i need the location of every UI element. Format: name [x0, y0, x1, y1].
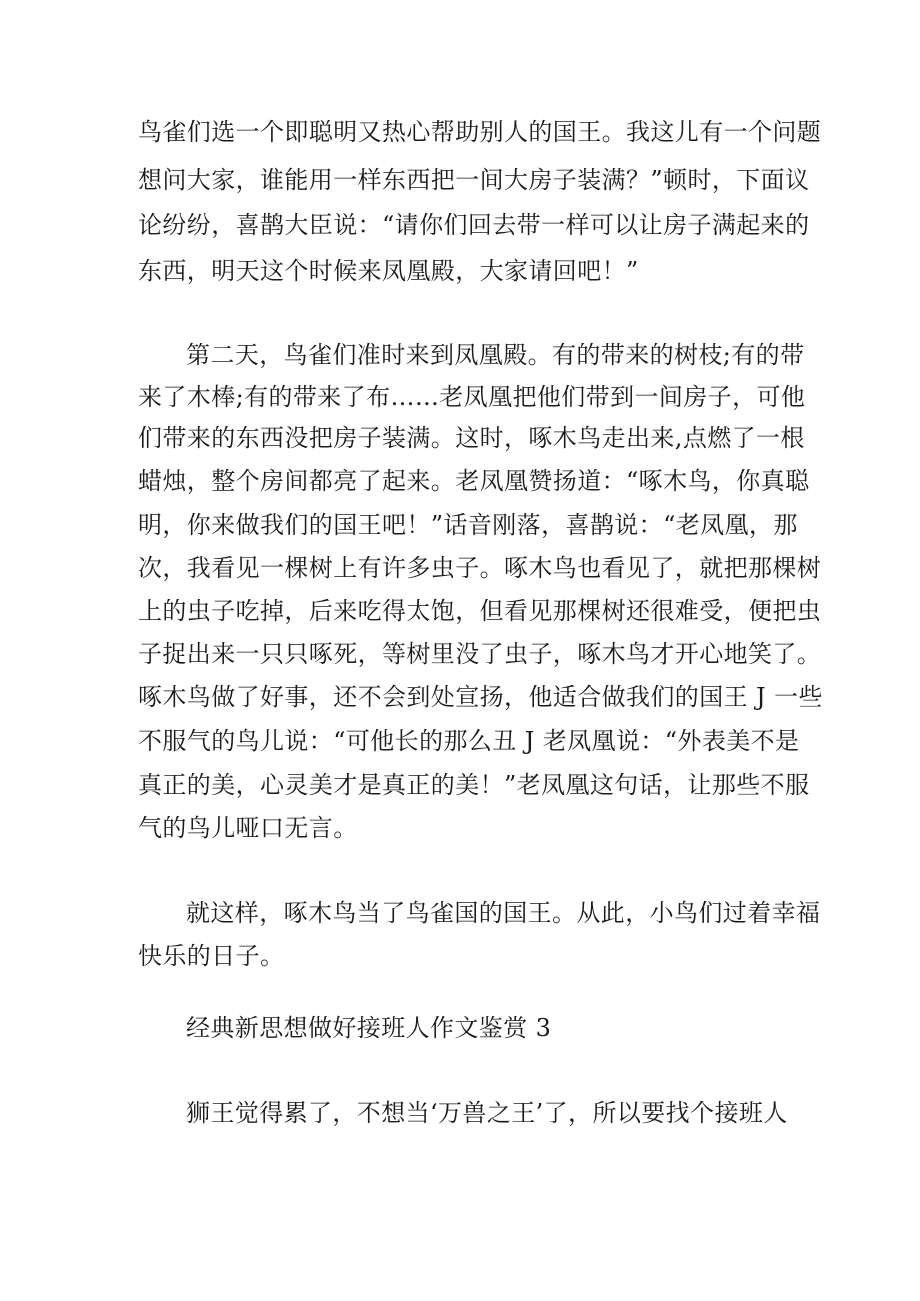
text-line: 鸟雀们选一个即聪明又热心帮助别人的国王。我这儿有一个问题: [138, 118, 822, 146]
text-line: 上的虫子吃掉，后来吃得太饱，但看见那棵树还很难受，便把虫: [138, 597, 822, 625]
text-line: 蜡烛，整个房间都亮了起来。老凤凰赞扬道：“啄木鸟，你真聪: [138, 467, 810, 495]
text-line: 们带来的东西没把房子装满。这时，啄木鸟走出来,点燃了一根: [138, 424, 805, 452]
text-line: 真正的美，心灵美才是真正的美！”老凤凰这句话，让那些不服: [138, 771, 810, 799]
text-line: 气的鸟儿哑口无言。: [138, 814, 358, 842]
text-line: 来了木棒;有的带来了布……老凤凰把他们带到一间房子，可他: [138, 383, 806, 411]
text-line: 快乐的日子。: [138, 942, 285, 970]
section-heading: 经典新思想做好接班人作文鉴赏 3: [186, 1014, 552, 1042]
text-line: 论纷纷，喜鹊大臣说：“请你们回去带一样可以让房子满起来的: [138, 211, 810, 239]
text-line: 就这样，啄木鸟当了鸟雀国的国王。从此，小鸟们过着幸福: [186, 899, 821, 927]
text-line: 啄木鸟做了好事，还不会到处宣扬，他适合做我们的国王 J 一些: [138, 683, 823, 711]
text-line: 第二天，鸟雀们准时来到凤凰殿。有的带来的树枝;有的带: [186, 341, 805, 369]
text-line: 子捉出来一只只啄死，等树里没了虫子，啄木鸟才开心地笑了。: [138, 640, 822, 668]
text-line: 想问大家，谁能用一样东西把一间大房子装满？”顿时，下面议: [138, 166, 810, 194]
text-line: 明，你来做我们的国王吧！”话音刚落，喜鹊说：“老凤凰，那: [138, 511, 798, 539]
text-line: 东西，明天这个时候来凤凰殿，大家请回吧！”: [138, 257, 639, 285]
text-line: 次，我看见一棵树上有许多虫子。啄木鸟也看见了，就把那棵树: [138, 554, 822, 582]
text-line: 狮王觉得累了，不想当‘万兽之王’了，所以要找个接班人: [186, 1099, 788, 1127]
text-line: 不服气的鸟儿说：“可他长的那么丑 J 老凤凰说：“外表美不是: [138, 727, 800, 755]
